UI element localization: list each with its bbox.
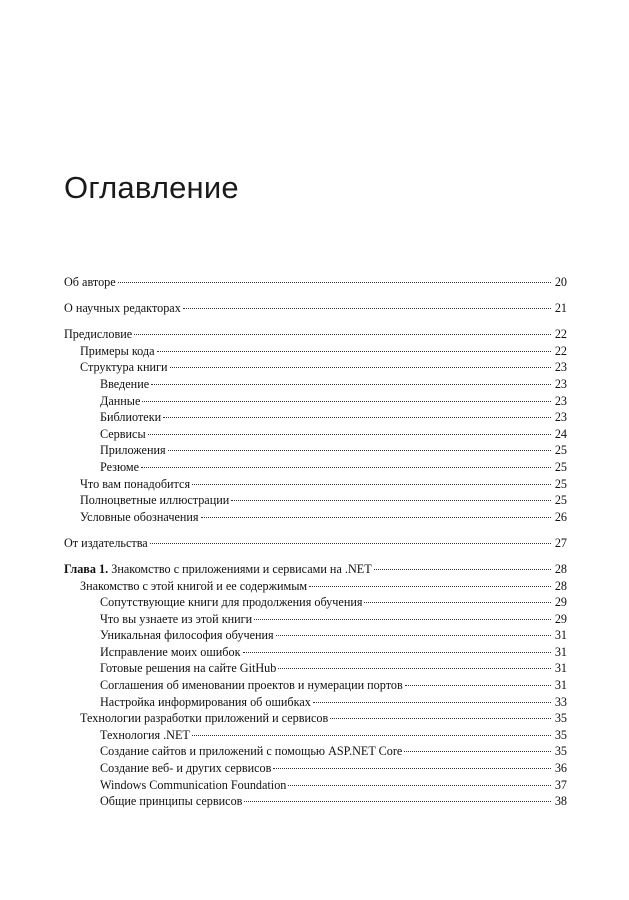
toc-entry bbox=[64, 535, 567, 552]
toc-entry bbox=[64, 777, 567, 794]
toc-entry bbox=[64, 442, 567, 459]
toc-entry bbox=[64, 459, 567, 476]
toc-entry-label: Примеры кода bbox=[80, 343, 155, 358]
page-number: 31 bbox=[554, 678, 567, 693]
page-number: 35 bbox=[554, 727, 567, 742]
dot-leader bbox=[330, 717, 551, 719]
page-number: 25 bbox=[554, 493, 567, 508]
toc-entry-label: Введение bbox=[100, 376, 150, 391]
toc-entry-label: Сервисы bbox=[100, 426, 146, 441]
toc-entry-label: Предисловие bbox=[64, 327, 133, 342]
table-of-contents bbox=[64, 274, 567, 810]
toc-entry-label: Готовые решения на сайте GitHub bbox=[100, 661, 277, 676]
page-number: 23 bbox=[554, 410, 567, 425]
toc-entry bbox=[64, 743, 567, 760]
dot-leader bbox=[157, 350, 551, 352]
chapter-title: Знакомство с приложениями и сервисами на .NET bbox=[108, 561, 372, 576]
toc-entry-label: Технологии разработки приложений и сервисов bbox=[80, 711, 329, 726]
toc-entry bbox=[64, 594, 567, 611]
toc-entry bbox=[64, 694, 567, 711]
page-number: 35 bbox=[554, 744, 567, 759]
dot-leader bbox=[374, 568, 551, 570]
toc-entry bbox=[64, 393, 567, 410]
page-number: 35 bbox=[554, 711, 567, 726]
page-number: 23 bbox=[554, 393, 567, 408]
dot-leader bbox=[142, 400, 551, 402]
page-number: 28 bbox=[554, 561, 567, 576]
dot-leader bbox=[364, 601, 551, 603]
toc-entry bbox=[64, 476, 567, 493]
dot-leader bbox=[163, 416, 551, 418]
page-number: 29 bbox=[554, 595, 567, 610]
dot-leader bbox=[150, 542, 551, 544]
toc-entry bbox=[64, 376, 567, 393]
page-number: 24 bbox=[554, 426, 567, 441]
toc-entry-label: Windows Communication Foundation bbox=[100, 777, 287, 792]
toc-entry bbox=[64, 627, 567, 644]
dot-leader bbox=[405, 684, 551, 686]
dot-leader bbox=[134, 333, 551, 335]
toc-entry-label: Что вы узнаете из этой книги bbox=[100, 611, 253, 626]
toc-entry-label: Создание веб- и других сервисов bbox=[100, 761, 272, 776]
page-title: Оглавление bbox=[64, 170, 239, 205]
toc-entry-label: Исправление моих ошибок bbox=[100, 644, 241, 659]
toc-entry bbox=[64, 300, 567, 317]
toc-entry bbox=[64, 644, 567, 661]
toc-entry-label: Знакомство с этой книгой и ее содержимым bbox=[80, 578, 308, 593]
toc-entry bbox=[64, 426, 567, 443]
toc-entry-label: Структура книги bbox=[80, 360, 168, 375]
dot-leader bbox=[192, 734, 551, 736]
toc-entry-label: Настройка информирования об ошибках bbox=[100, 694, 311, 709]
dot-leader bbox=[276, 634, 551, 636]
page-number: 25 bbox=[554, 459, 567, 474]
dot-leader bbox=[254, 618, 551, 620]
page-number: 27 bbox=[554, 535, 567, 550]
dot-leader bbox=[141, 466, 551, 468]
toc-entry bbox=[64, 677, 567, 694]
dot-leader bbox=[201, 516, 551, 518]
page-number: 38 bbox=[554, 794, 567, 809]
toc-entry-label: Резюме bbox=[100, 459, 140, 474]
page-number: 22 bbox=[554, 343, 567, 358]
toc-entry-label: О научных редакторах bbox=[64, 301, 181, 316]
dot-leader bbox=[183, 307, 551, 309]
page-number: 26 bbox=[554, 509, 567, 524]
dot-leader bbox=[170, 366, 551, 368]
dot-leader bbox=[309, 585, 551, 587]
page-number: 29 bbox=[554, 611, 567, 626]
dot-leader bbox=[231, 499, 551, 501]
dot-leader bbox=[313, 701, 551, 703]
toc-entry-label: Создание сайтов и приложений с помощью ASP.NET Core bbox=[100, 744, 403, 759]
dot-leader bbox=[404, 750, 551, 752]
toc-entry bbox=[64, 561, 567, 578]
page-number: 20 bbox=[554, 275, 567, 289]
toc-entry-label: Условные обозначения bbox=[80, 509, 199, 524]
toc-entry-label: Данные bbox=[100, 393, 141, 408]
toc-entry-label bbox=[64, 561, 372, 578]
toc-entry-label: От издательства bbox=[64, 535, 148, 550]
toc-entry bbox=[64, 727, 567, 744]
toc-entry-label: Приложения bbox=[100, 443, 166, 458]
page-number: 23 bbox=[554, 360, 567, 375]
toc-entry bbox=[64, 710, 567, 727]
dot-leader bbox=[118, 281, 551, 283]
page-number: 31 bbox=[554, 628, 567, 643]
dot-leader bbox=[148, 433, 551, 435]
page-number: 22 bbox=[554, 327, 567, 342]
page-number: 31 bbox=[554, 661, 567, 676]
toc-entry bbox=[64, 793, 567, 810]
toc-entry bbox=[64, 359, 567, 376]
chapter-number: Глава 1. bbox=[64, 561, 109, 576]
toc-entry bbox=[64, 409, 567, 426]
dot-leader bbox=[244, 800, 551, 802]
toc-entry-label: Соглашения об именовании проектов и нумерации портов bbox=[100, 678, 403, 693]
toc-entry bbox=[64, 611, 567, 628]
dot-leader bbox=[273, 767, 551, 769]
toc-entry-label: Что вам понадобится bbox=[80, 476, 191, 491]
toc-entry bbox=[64, 509, 567, 526]
dot-leader bbox=[151, 383, 551, 385]
toc-entry bbox=[64, 660, 567, 677]
dot-leader bbox=[192, 483, 551, 485]
toc-entry-label: Полноцветные иллюстрации bbox=[80, 493, 230, 508]
dot-leader bbox=[278, 667, 551, 669]
toc-entry-label: Сопутствующие книги для продолжения обучения bbox=[100, 595, 363, 610]
dot-leader bbox=[288, 784, 551, 786]
toc-entry bbox=[64, 274, 567, 291]
toc-entry bbox=[64, 343, 567, 360]
page-number: 31 bbox=[554, 644, 567, 659]
dot-leader bbox=[243, 651, 551, 653]
toc-entry bbox=[64, 578, 567, 595]
page-number: 36 bbox=[554, 761, 567, 776]
page-number: 28 bbox=[554, 578, 567, 593]
toc-entry-label: Библиотеки bbox=[100, 410, 162, 425]
dot-leader bbox=[168, 449, 551, 451]
page-number: 33 bbox=[554, 694, 567, 709]
page-number: 21 bbox=[554, 301, 567, 316]
toc-entry bbox=[64, 492, 567, 509]
toc-entry bbox=[64, 326, 567, 343]
toc-entry-label: Уникальная философия обучения bbox=[100, 628, 274, 643]
toc-entry bbox=[64, 760, 567, 777]
page-number: 23 bbox=[554, 376, 567, 391]
page-number: 37 bbox=[554, 777, 567, 792]
toc-entry-label: Об авторе bbox=[64, 275, 116, 289]
toc-entry-label: Технология .NET bbox=[100, 727, 190, 742]
page-number: 25 bbox=[554, 443, 567, 458]
page-number: 25 bbox=[554, 476, 567, 491]
toc-entry-label: Общие принципы сервисов bbox=[100, 794, 243, 809]
